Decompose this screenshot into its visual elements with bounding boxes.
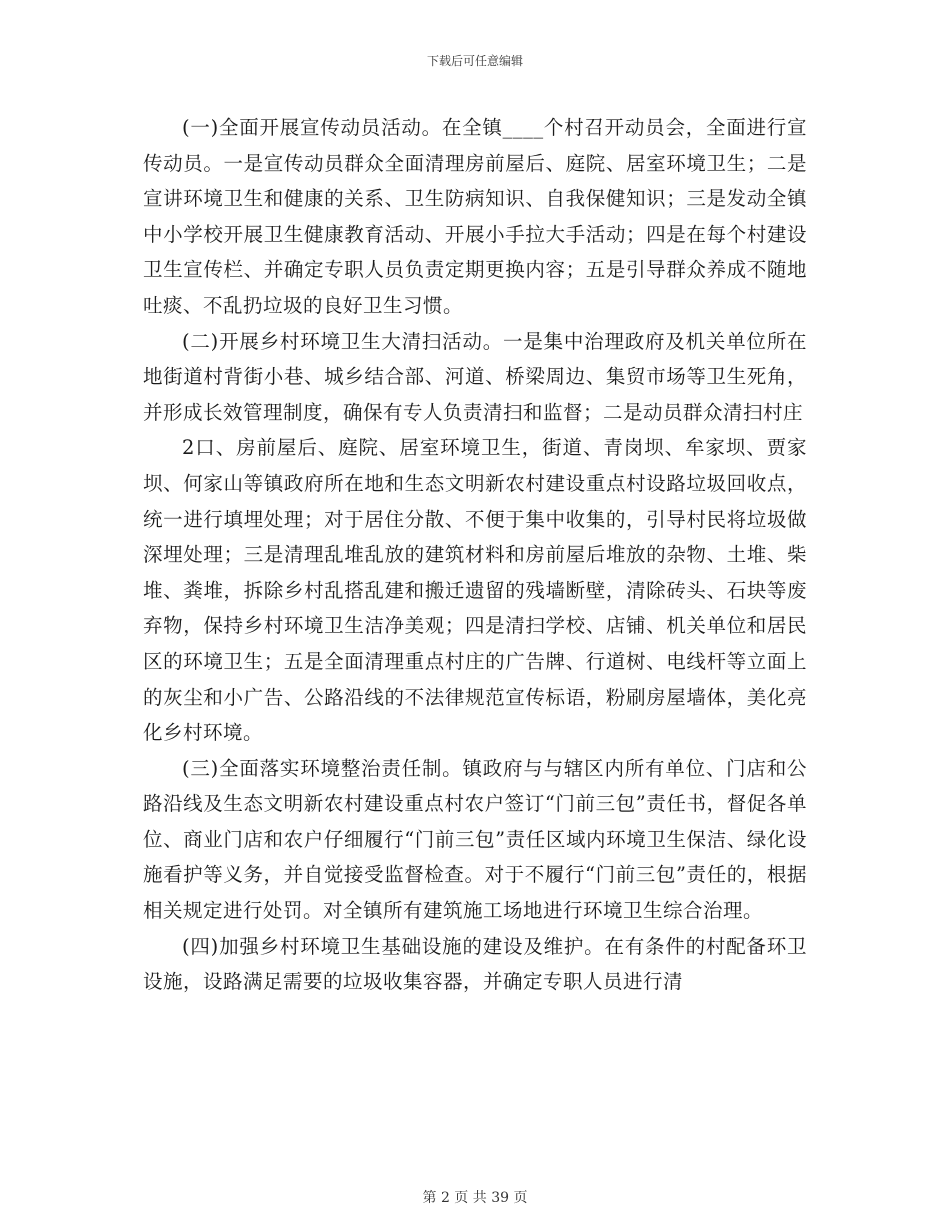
page-number: 第 2 页 共 39 页 xyxy=(422,1190,528,1206)
page-header-note: 下载后可任意编辑 xyxy=(426,54,523,68)
paragraph-5: (四)加强乡村环境卫生基础设施的建设及维护。在有条件的村配备环卫设施，设路满足需要的垃圾收集容器，并确定专职人员进行清 xyxy=(143,934,807,994)
paragraph-2: (二)开展乡村环境卫生大清扫活动。一是集中治理政府及机关单位所在地街道村背街小巷、城乡结合部、河道、桥梁周边、集贸市场等卫生死角，并形成长效管理制度，确保有专人负责清扫和监督；二是动员群众清扫村庄 xyxy=(143,329,807,424)
paragraph-3: 2口、房前屋后、庭院、居室环境卫生，街道、青岗坝、牟家坝、贾家坝、何家山等镇政府所在地和生态文明新农村建设重点村设路垃圾回收点，统一进行填埋处理；对于居住分散、不便于集中收集的，引导村民将垃圾做深埋处理；三是清理乱堆乱放的建筑材料和房前屋后堆放的杂物、土堆、柴堆、粪堆，拆除乡村乱搭乱建和搬迁遗留的残墙断壁，清除砖头、石块等废弃物，保持乡村环境卫生洁净美观；四是清扫学校、店铺、机关单位和居民区的环境卫生；五是全面清理重点村庄的广告牌、行道树、电线杆等立面上的灰尘和小广告、公路沿线的不法律规范宣传标语，粉刷房屋墙体，美化亮化乡村环境。 xyxy=(143,436,807,745)
paragraph-1: (一)全面开展宣传动员活动。在全镇____个村召开动员会，全面进行宣传动员。一是宣传动员群众全面清理房前屋后、庭院、居室环境卫生；二是宣讲环境卫生和健康的关系、卫生防病知识、自我保健知识；三是发动全镇中小学校开展卫生健康教育活动、开展小手拉大手活动；四是在每个村建设卫生宣传栏、并确定专职人员负责定期更换内容；五是引导群众养成不随地吐痰、不乱扔垃圾的良好卫生习惯。 xyxy=(143,116,807,317)
document-body xyxy=(143,110,807,1000)
paragraph-4: (三)全面落实环境整治责任制。镇政府与与辖区内所有单位、门店和公路沿线及生态文明新农村建设重点村农户签订“门前三包”责任书，督促各单位、商业门店和农户仔细履行“门前三包”责任区域内环境卫生保洁、绿化设施看护等义务，并自觉接受监督检查。对于不履行“门前三包”责任的，根据相关规定进行处罚。对全镇所有建筑施工场地进行环境卫生综合治理。 xyxy=(143,756,807,923)
